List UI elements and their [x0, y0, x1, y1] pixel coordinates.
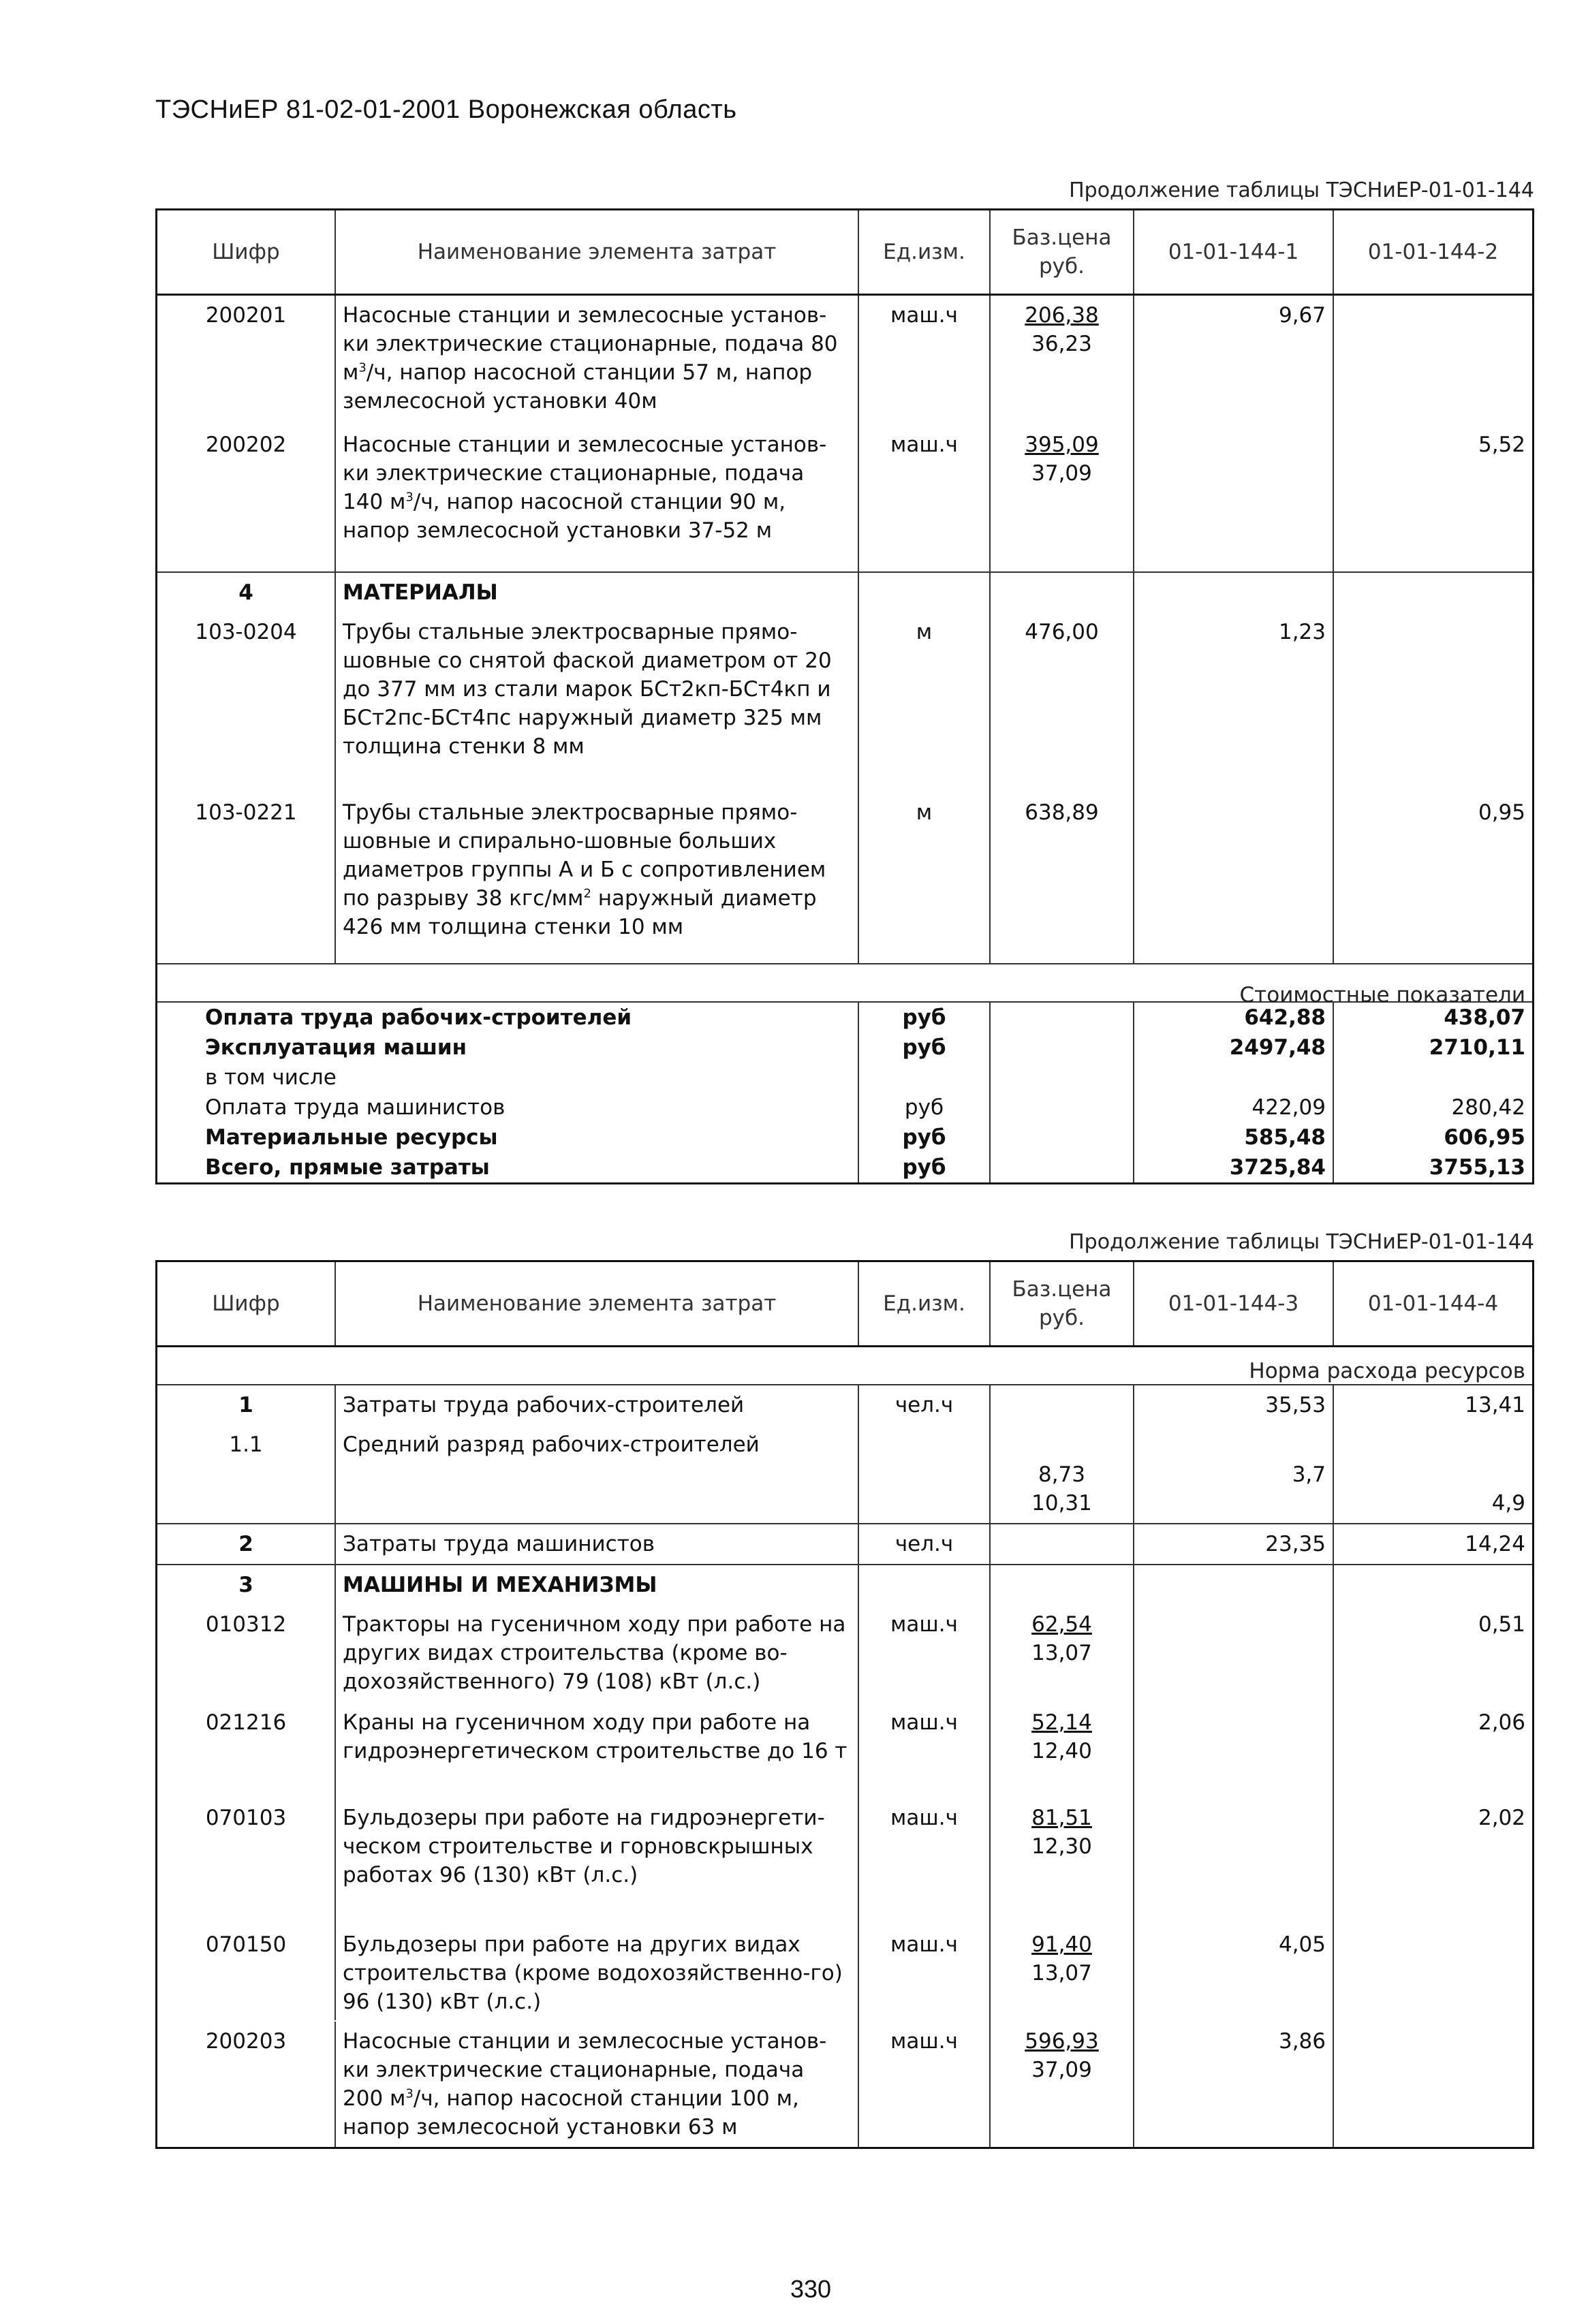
row-name: Бульдозеры при работе на гидроэнергети-ческом строительстве и горновскрышных работах 96 (130) кВт (л.с.) — [336, 1798, 859, 1925]
header-price-l1: Баз.цена — [1012, 1277, 1112, 1302]
section-title: МАШИНЫ И МЕХАНИЗМЫ — [336, 1565, 859, 1605]
row-value-2: 5,52 — [1478, 433, 1525, 457]
summary-value-1: 3725,84 — [1134, 1152, 1334, 1182]
header-col1: 01-01-144-3 — [1134, 1262, 1334, 1345]
row-price-main: 81,51 — [1031, 1806, 1092, 1830]
table1-caption: Продолжение таблицы ТЭСНиЕР-01-01-144 — [1069, 178, 1534, 202]
row-price-secondary: 36,23 — [1031, 332, 1092, 356]
row-price-main: 395,09 — [1025, 433, 1099, 457]
empty-cell — [859, 1565, 991, 1605]
empty-cell — [1134, 573, 1334, 612]
row-price-secondary: 37,09 — [1031, 2058, 1092, 2082]
row-price-main: 8,73 — [1038, 1462, 1086, 1487]
table-row — [157, 1523, 1532, 1564]
table2-header-row — [157, 1262, 1532, 1347]
row-name: Насосные станции и землесосные установ-ки электрические стационарные, подача 80 $м^3/ч$, напор насосной станции 57 м, напор землесосной установки 40м — [336, 296, 859, 425]
row-price-secondary: 13,07 — [1031, 1961, 1092, 1985]
row-name: Бульдозеры при работе на других видах строительства (кроме водохозяйственно-го) 96 (130) кВт (л.с.) — [336, 1925, 859, 2022]
row-code: 2 — [157, 1524, 336, 1564]
row-unit — [859, 1425, 991, 1523]
header-price — [991, 1262, 1134, 1345]
summary-value-2: 2710,11 — [1429, 1035, 1525, 1060]
empty-cell — [991, 1003, 1134, 1033]
row-code: 1 — [157, 1385, 336, 1425]
row-code: 070103 — [157, 1798, 336, 1925]
empty-cell — [1334, 573, 1532, 612]
empty-cell — [991, 573, 1134, 612]
row-unit: чел.ч — [859, 1385, 991, 1425]
summary-value-2 — [1334, 1063, 1532, 1093]
table-row — [157, 793, 1532, 963]
header-price-l2: руб. — [1039, 1306, 1085, 1330]
summary-value-2: 606,95 — [1444, 1125, 1525, 1150]
row-price — [991, 296, 1134, 425]
row-price — [991, 1425, 1134, 1523]
row-code: 070150 — [157, 1925, 336, 2020]
summary-label: Материальные ресурсы — [157, 1122, 859, 1152]
row-price-main: 52,14 — [1031, 1710, 1092, 1735]
table-row — [157, 1605, 1532, 1703]
row-price — [991, 1385, 1134, 1425]
header-code: Шифр — [157, 1262, 336, 1345]
row-price-main: 596,93 — [1025, 2029, 1099, 2054]
norm-header: Норма расхода ресурсов — [1249, 1359, 1525, 1383]
header-name: Наименование элемента затрат — [336, 210, 859, 294]
summary-label: Всего, прямые затраты — [157, 1152, 859, 1182]
row-name: Насосные станции и землесосные установ-ки электрические стационарные, подача 140 $м^3/ч$, напор насосной станции 90 м, напор землесосной установки 37-52 м — [336, 425, 859, 571]
table-row — [157, 1385, 1532, 1425]
cost-header-row — [157, 963, 1532, 1007]
row-price — [991, 1605, 1134, 1703]
summary-value-1: 642,88 — [1134, 1003, 1334, 1033]
table-row — [157, 1703, 1532, 1798]
row-unit: маш.ч — [859, 425, 991, 571]
page-number: 330 — [790, 2275, 832, 2303]
table-row — [157, 2022, 1532, 2147]
row-name: Насосные станции и землесосные установ-ки электрические стационарные, подача 200 $м^3/ч$, напор насосной станции 100 м, напор землесосной установки 63 м — [336, 2022, 859, 2147]
table2-caption: Продолжение таблицы ТЭСНиЕР-01-01-144 — [1069, 1230, 1534, 1254]
table1-header-row — [157, 210, 1532, 296]
summary-label: в том числе — [157, 1063, 859, 1093]
header-unit: Ед.изм. — [859, 210, 991, 294]
row-name: Тракторы на гусеничном ходу при работе на других видах строительства (кроме во-дохозяйственного) 79 (108) кВт (л.с.) — [336, 1605, 859, 1703]
row-price-secondary: 37,09 — [1031, 461, 1092, 486]
row-value-1: 3,86 — [1134, 2022, 1334, 2147]
summary-row — [157, 1152, 1532, 1182]
summary-unit: руб — [859, 1033, 991, 1063]
table-row — [157, 425, 1532, 571]
row-name: Трубы стальные электросварные прямо-шовные и спирально-шовные больших диаметров группы А и Б с сопротивлением по разрыву 38 кгс/$мм^2$ наружный диаметр 426 мм толщина стенки 10 мм — [336, 793, 859, 963]
row-price-main: 206,38 — [1025, 303, 1099, 328]
row-price — [991, 2022, 1134, 2147]
row-value-1 — [1134, 793, 1334, 963]
row-code: 1.1 — [157, 1425, 336, 1523]
row-value-1 — [1134, 1798, 1334, 1925]
summary-value-1: 585,48 — [1134, 1122, 1334, 1152]
row-value-2: 4,9 — [1491, 1491, 1525, 1516]
table-row — [157, 1425, 1532, 1523]
summary-row — [157, 1063, 1532, 1093]
row-unit: чел.ч — [859, 1524, 991, 1564]
table-row — [157, 296, 1532, 425]
header-unit: Ед.изм. — [859, 1262, 991, 1345]
row-value-2 — [1334, 612, 1532, 793]
row-price-secondary: 12,40 — [1031, 1739, 1092, 1763]
summary-value-2: 280,42 — [1451, 1095, 1525, 1120]
header-price-l1: Баз.цена — [1012, 225, 1112, 250]
row-code: 103-0204 — [157, 612, 336, 793]
summary-value-2: 3755,13 — [1429, 1155, 1525, 1180]
norm-header-row — [157, 1347, 1532, 1385]
section-row — [157, 571, 1532, 612]
row-name: Средний разряд рабочих-строителей — [336, 1425, 859, 1523]
row-price: 476,00 — [991, 612, 1134, 793]
header-col1: 01-01-144-1 — [1134, 210, 1334, 294]
row-value-2: 13,41 — [1465, 1393, 1525, 1417]
table-row — [157, 612, 1532, 793]
empty-cell — [1134, 1565, 1334, 1605]
row-price-main: 91,40 — [1031, 1932, 1092, 1957]
summary-value-2: 438,07 — [1444, 1005, 1525, 1030]
row-value-1: 23,35 — [1134, 1524, 1334, 1564]
summary-row — [157, 1033, 1532, 1063]
empty-cell — [991, 1152, 1134, 1182]
row-unit: маш.ч — [859, 1605, 991, 1703]
row-code: 200201 — [157, 296, 336, 425]
table-row — [157, 1925, 1532, 2022]
row-price — [991, 1524, 1134, 1564]
section-code: 4 — [157, 573, 336, 612]
header-price-l2: руб. — [1039, 254, 1085, 279]
row-unit: маш.ч — [859, 1798, 991, 1925]
row-code: 200202 — [157, 425, 336, 571]
row-price-secondary: 12,30 — [1031, 1834, 1092, 1859]
row-code: 200203 — [157, 2022, 336, 2147]
table2 — [155, 1260, 1534, 2149]
summary-row — [157, 1093, 1532, 1122]
row-unit: маш.ч — [859, 2022, 991, 2147]
row-value-2: 0,51 — [1478, 1612, 1525, 1637]
row-code: 010312 — [157, 1605, 336, 1703]
row-value-2: 2,06 — [1478, 1710, 1525, 1735]
document-title: ТЭСНиЕР 81-02-01-2001 Воронежская область — [155, 95, 737, 124]
empty-cell — [991, 1093, 1134, 1122]
summary-row — [157, 1003, 1532, 1033]
row-value-2: 0,95 — [1478, 800, 1525, 825]
summary-value-1 — [1134, 1063, 1334, 1093]
row-unit: маш.ч — [859, 1925, 991, 2022]
row-value-2 — [1334, 296, 1532, 425]
row-value-2 — [1334, 1925, 1532, 2022]
row-value-1: 3,7 — [1134, 1425, 1334, 1523]
summary-unit — [859, 1063, 991, 1093]
cost-header: Стоимостные показатели — [1239, 983, 1525, 1007]
header-col2: 01-01-144-4 — [1367, 1291, 1499, 1316]
row-value-1 — [1134, 425, 1334, 571]
row-price — [991, 1798, 1134, 1925]
header-code: Шифр — [157, 210, 336, 294]
row-value-1: 4,05 — [1134, 1925, 1334, 2022]
empty-cell — [859, 573, 991, 612]
summary-label: Эксплуатация машин — [157, 1033, 859, 1063]
summary-unit: руб — [859, 1152, 991, 1182]
row-price — [991, 1925, 1134, 2022]
summary-label: Оплата труда рабочих-строителей — [157, 1003, 859, 1033]
empty-cell — [991, 1063, 1134, 1093]
row-value-2: 2,02 — [1478, 1806, 1525, 1830]
row-unit: маш.ч — [859, 1703, 991, 1798]
header-name: Наименование элемента затрат — [336, 1262, 859, 1345]
row-price-secondary: 13,07 — [1031, 1641, 1092, 1665]
summary-value-1: 422,09 — [1134, 1093, 1334, 1122]
row-price-main: 62,54 — [1031, 1612, 1092, 1637]
table1 — [155, 208, 1534, 1184]
summary-row — [157, 1122, 1532, 1152]
row-value-1 — [1134, 1703, 1334, 1798]
empty-cell — [991, 1565, 1134, 1605]
section-row — [157, 1564, 1532, 1605]
summary-value-1: 2497,48 — [1134, 1033, 1334, 1063]
row-name: Затраты труда машинистов — [336, 1524, 859, 1564]
row-code: 021216 — [157, 1703, 336, 1798]
row-value-1: 9,67 — [1134, 296, 1334, 425]
row-code: 103-0221 — [157, 793, 336, 963]
row-value-2 — [1334, 2022, 1532, 2147]
row-unit: м — [859, 612, 991, 793]
row-value-2: 14,24 — [1465, 1532, 1525, 1556]
empty-cell — [991, 1033, 1134, 1063]
row-name: Трубы стальные электросварные прямо-шовные со снятой фаской диаметром от 20 до 377 мм из стали марок БСт2кп-БСт4кп и БСт2пс-БСт4пс наружный диаметр 325 мм толщина стенки 8 мм — [336, 612, 859, 793]
row-price-secondary: 10,31 — [1031, 1491, 1092, 1516]
summary-unit: руб — [859, 1093, 991, 1122]
row-value-1: 35,53 — [1134, 1385, 1334, 1425]
table-row — [157, 1798, 1532, 1925]
header-col2: 01-01-144-2 — [1367, 240, 1499, 264]
row-name: Краны на гусеничном ходу при работе на гидроэнергетическом строительстве до 16 т — [336, 1703, 859, 1798]
row-unit: маш.ч — [859, 296, 991, 425]
row-value-1: 1,23 — [1134, 612, 1334, 793]
row-price — [991, 1703, 1134, 1798]
summary-unit: руб — [859, 1003, 991, 1033]
empty-cell — [1334, 1565, 1532, 1605]
section-title: МАТЕРИАЛЫ — [336, 573, 859, 612]
summary-label: Оплата труда машинистов — [157, 1093, 859, 1122]
header-price — [991, 210, 1134, 294]
row-unit: м — [859, 793, 991, 963]
row-price: 638,89 — [991, 793, 1134, 963]
row-value-1 — [1134, 1605, 1334, 1703]
section-code: 3 — [157, 1565, 336, 1605]
summary-unit: руб — [859, 1122, 991, 1152]
row-name: Затраты труда рабочих-строителей — [336, 1385, 859, 1425]
empty-cell — [991, 1122, 1134, 1152]
row-price — [991, 425, 1134, 571]
